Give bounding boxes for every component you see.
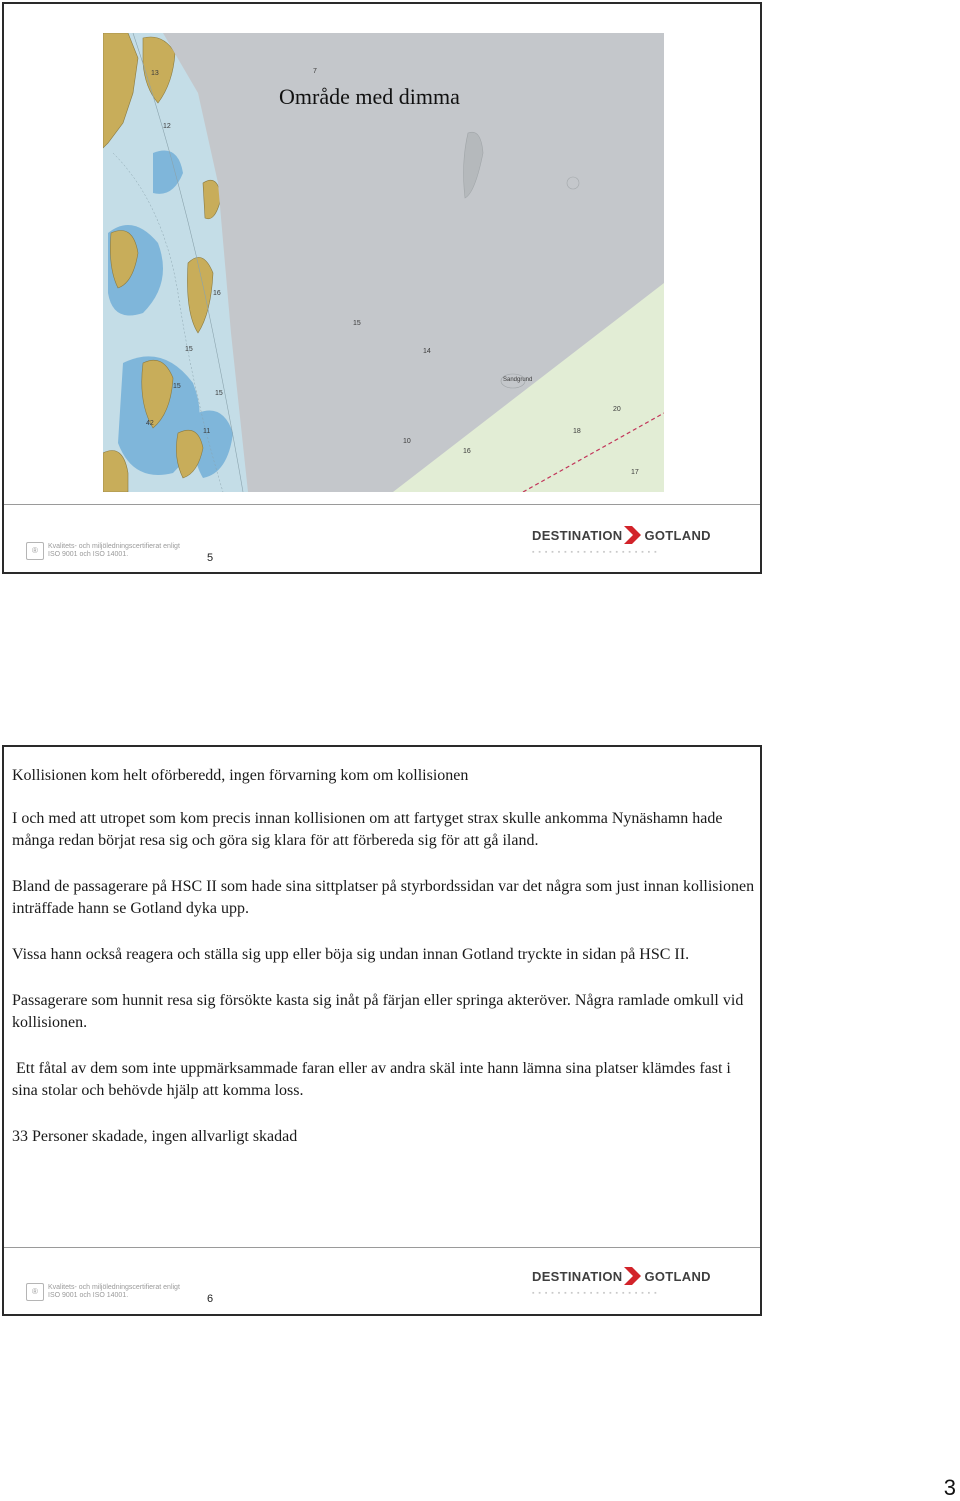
- depth-label: 16: [213, 290, 221, 297]
- logo-tagline: ▪ ▪ ▪ ▪ ▪ ▪ ▪ ▪ ▪ ▪ ▪ ▪ ▪ ▪ ▪ ▪ ▪ ▪ ▪ ▪: [532, 549, 658, 556]
- logo-tagline: ▪ ▪ ▪ ▪ ▪ ▪ ▪ ▪ ▪ ▪ ▪ ▪ ▪ ▪ ▪ ▪ ▪ ▪ ▪ ▪: [532, 1290, 658, 1297]
- logo-chevron-icon: [622, 1265, 644, 1287]
- certification-seal-icon: ®: [26, 1283, 44, 1301]
- slide-page-number: 5: [207, 552, 214, 564]
- paragraph: Ett fåtal av dem som inte uppmärksammade faran eller av andra skäl inte hann lämna sina platser klämdes fast i sina stolar och behövde hjälp att komma loss.: [12, 1060, 735, 1099]
- depth-label: 42: [146, 420, 154, 427]
- depth-label: 10: [403, 438, 411, 445]
- quality-certification: [26, 542, 180, 560]
- slide-page-number: 6: [207, 1293, 214, 1305]
- depth-label: 20: [613, 406, 621, 413]
- quality-certification: [26, 1283, 180, 1301]
- depth-label: 15: [215, 390, 223, 397]
- logo-word-gotland: GOTLAND: [644, 527, 711, 543]
- slide-body: [12, 765, 757, 1172]
- logo-chevron-icon: [622, 524, 644, 546]
- depth-label: 13: [151, 70, 159, 77]
- certification-line-1: Kvalitets- och miljöledningscertifierat enligt: [48, 543, 180, 550]
- place-label: Sandgrund: [503, 377, 533, 383]
- depth-label: 18: [573, 428, 581, 435]
- slide-5: [2, 2, 762, 574]
- depth-label: 15: [353, 320, 361, 327]
- certification-line-1: Kvalitets- och miljöledningscertifierat enligt: [48, 1284, 180, 1291]
- paragraph: 33 Personer skadade, ingen allvarligt skadad: [12, 1128, 298, 1145]
- document-page-number: 3: [943, 1475, 956, 1500]
- depth-label: 17: [631, 469, 639, 476]
- slide-title: Område med dimma: [279, 84, 460, 109]
- depth-label: 15: [173, 383, 181, 390]
- paragraph: Passagerare som hunnit resa sig försökte kasta sig inåt på färjan eller springa akteröver. Några ramlade omkull vid kollisionen.: [12, 992, 744, 1031]
- paragraph: I och med att utropet som kom precis innan kollisionen om att fartyget strax skulle ankomma Nynäshamn hade många redan börjat resa sig och göra sig klara för att förbereda sig för att gå iland.: [12, 810, 723, 849]
- depth-label: 15: [185, 346, 193, 353]
- paragraph: Vissa hann också reagera och ställa sig upp eller böja sig undan innan Gotland tryckte in sidan på HSC II.: [12, 946, 690, 963]
- destination-gotland-logo: [532, 1265, 711, 1297]
- paragraph: Kollisionen kom helt oförberedd, ingen förvarning kom om kollisionen: [12, 767, 469, 784]
- footer-divider: [4, 504, 760, 505]
- paragraph: Bland de passagerare på HSC II som hade sina sittplatser på styrbordssidan var det några som just innan kollisionen inträffade hann se Gotland dyka upp.: [12, 878, 755, 917]
- depth-label: 14: [423, 348, 431, 355]
- certification-seal-icon: ®: [26, 542, 44, 560]
- logo-word-destination: DESTINATION: [532, 1268, 623, 1284]
- logo-word-destination: DESTINATION: [532, 527, 623, 543]
- depth-label: 7: [313, 68, 317, 75]
- depth-label: 11: [203, 428, 211, 435]
- certification-line-2: ISO 9001 och ISO 14001.: [48, 1292, 129, 1299]
- depth-label: 16: [463, 448, 471, 455]
- certification-line-2: ISO 9001 och ISO 14001.: [48, 551, 129, 558]
- footer-divider: [4, 1247, 760, 1248]
- destination-gotland-logo: [532, 524, 711, 556]
- depth-label: 12: [163, 123, 171, 130]
- logo-word-gotland: GOTLAND: [644, 1268, 711, 1284]
- slide-6: [2, 745, 762, 1316]
